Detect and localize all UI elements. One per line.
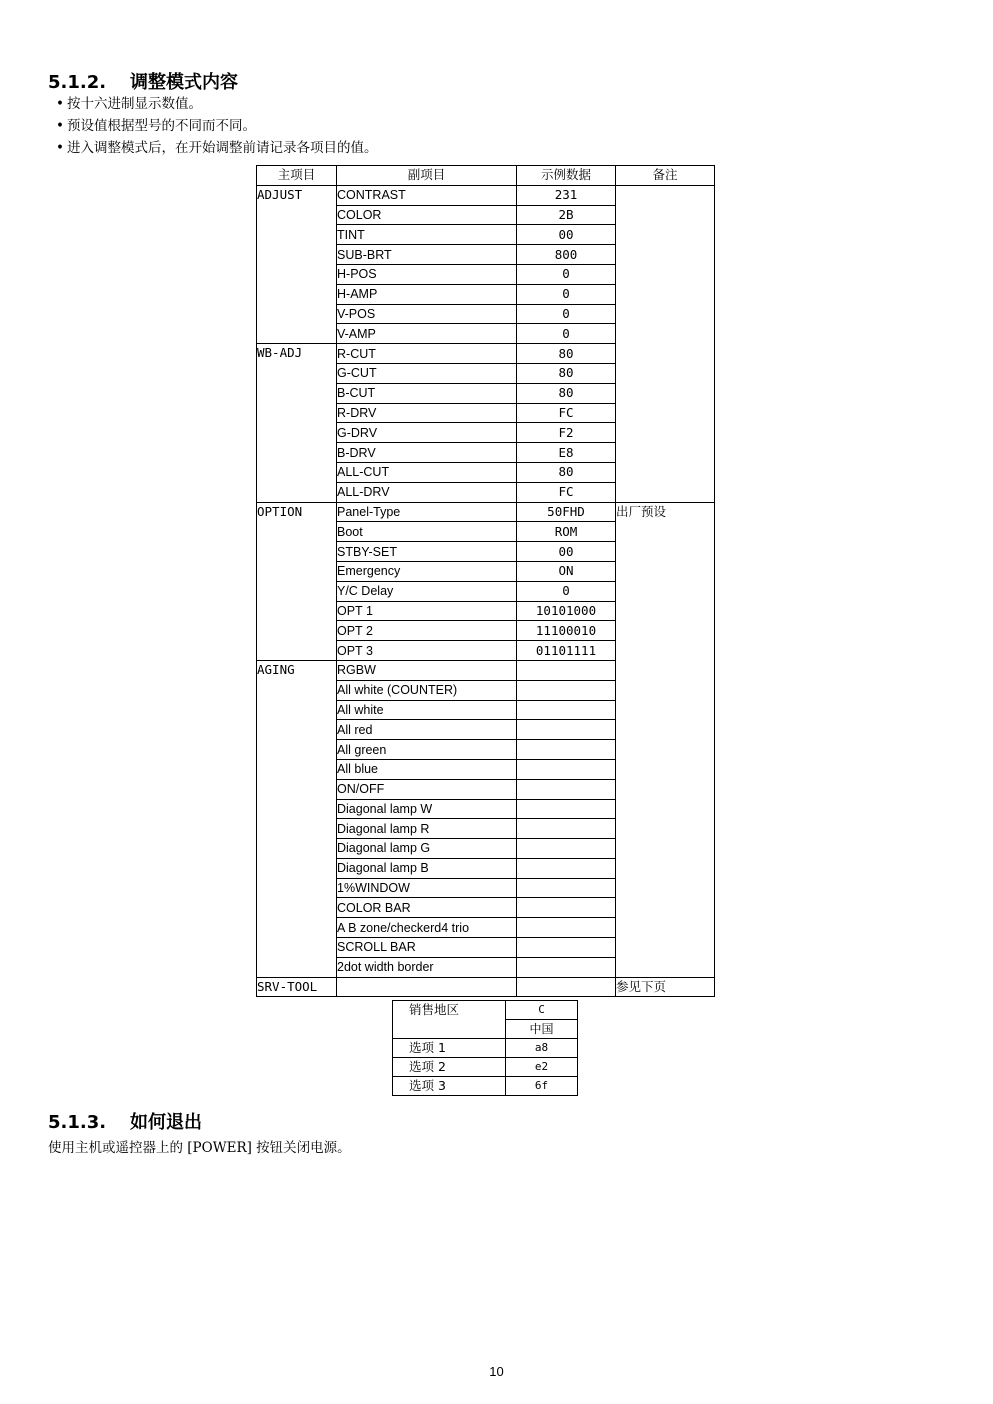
- sub-item-cell: Y/C Delay: [337, 581, 517, 601]
- sample-data-cell: 50FHD: [517, 502, 616, 522]
- sample-data-cell: [517, 700, 616, 720]
- sales-region-table: [392, 1000, 578, 1096]
- sub-item-cell: B-CUT: [337, 383, 517, 403]
- table-header-row: [257, 166, 715, 186]
- sub-item-cell: SCROLL BAR: [337, 938, 517, 958]
- sample-data-cell: 11100010: [517, 621, 616, 641]
- sample-data-cell: [517, 759, 616, 779]
- sub-item-cell: A B zone/checkerd4 trio: [337, 918, 517, 938]
- sub-item-cell: Boot: [337, 522, 517, 542]
- exit-instructions: 使用主机或遥控器上的 [POWER] 按钮关闭电源。: [48, 1140, 351, 1156]
- option-label: 选项 1: [393, 1039, 506, 1058]
- sub-item-cell: Diagonal lamp B: [337, 858, 517, 878]
- main-item-cell: WB-ADJ: [257, 344, 337, 502]
- sub-item-cell: SUB-BRT: [337, 245, 517, 265]
- sub-item-cell: All green: [337, 740, 517, 760]
- sample-data-cell: [517, 977, 616, 997]
- sample-data-cell: [517, 680, 616, 700]
- sub-item-cell: All blue: [337, 759, 517, 779]
- option-value: 6f: [506, 1077, 578, 1096]
- sub-item-cell: [337, 977, 517, 997]
- sub-item-cell: H-POS: [337, 264, 517, 284]
- sample-data-cell: [517, 918, 616, 938]
- header-remarks: 备注: [616, 166, 715, 186]
- sub-item-cell: OPT 2: [337, 621, 517, 641]
- remarks-see-next-page: 参见下页: [616, 977, 715, 997]
- sub-item-cell: H-AMP: [337, 284, 517, 304]
- sample-data-cell: [517, 720, 616, 740]
- sample-data-cell: 00: [517, 225, 616, 245]
- table-row: [393, 1001, 578, 1020]
- bullet-list: [56, 93, 378, 159]
- sample-data-cell: 800: [517, 245, 616, 265]
- sample-data-cell: 01101111: [517, 641, 616, 661]
- remarks-cell: [616, 185, 715, 502]
- sub-item-cell: ALL-DRV: [337, 482, 517, 502]
- adjustment-table: [256, 165, 715, 997]
- main-item-cell: OPTION: [257, 502, 337, 660]
- table-row: [257, 502, 715, 522]
- remarks-factory-preset: 出厂预设: [616, 502, 715, 977]
- sample-data-cell: [517, 957, 616, 977]
- region-code: C: [506, 1001, 578, 1020]
- sample-data-cell: 0: [517, 324, 616, 344]
- sample-data-cell: F2: [517, 423, 616, 443]
- region-name: 中国: [506, 1020, 578, 1039]
- section-heading-5-1-3: [48, 1108, 202, 1134]
- sub-item-cell: COLOR BAR: [337, 898, 517, 918]
- sample-data-cell: ROM: [517, 522, 616, 542]
- sub-item-cell: R-CUT: [337, 344, 517, 364]
- bullet-item: • 按十六进制显示数值。: [56, 93, 378, 115]
- sub-item-cell: Diagonal lamp R: [337, 819, 517, 839]
- sub-item-cell: 1%WINDOW: [337, 878, 517, 898]
- sample-data-cell: 80: [517, 383, 616, 403]
- header-sample-data: 示例数据: [517, 166, 616, 186]
- sample-data-cell: E8: [517, 443, 616, 463]
- sub-item-cell: All white (COUNTER): [337, 680, 517, 700]
- sub-item-cell: All white: [337, 700, 517, 720]
- option-label: 选项 2: [393, 1058, 506, 1077]
- sub-item-cell: V-POS: [337, 304, 517, 324]
- sample-data-cell: FC: [517, 482, 616, 502]
- section-heading-5-1-2: [48, 68, 238, 94]
- bullet-item: • 预设值根据型号的不同而不同。: [56, 115, 378, 137]
- sub-item-cell: All red: [337, 720, 517, 740]
- sample-data-cell: [517, 740, 616, 760]
- sub-item-cell: TINT: [337, 225, 517, 245]
- sample-data-cell: [517, 660, 616, 680]
- sub-item-cell: B-DRV: [337, 443, 517, 463]
- sub-item-cell: Diagonal lamp W: [337, 799, 517, 819]
- header-sub-item: 副项目: [337, 166, 517, 186]
- section-title: 如何退出: [130, 1112, 202, 1133]
- sample-data-cell: [517, 839, 616, 859]
- sample-data-cell: 231: [517, 185, 616, 205]
- table-row: [257, 185, 715, 205]
- sample-data-cell: 00: [517, 542, 616, 562]
- sample-data-cell: 2B: [517, 205, 616, 225]
- main-item-cell: AGING: [257, 660, 337, 977]
- sub-item-cell: ON/OFF: [337, 779, 517, 799]
- sample-data-cell: 80: [517, 363, 616, 383]
- sample-data-cell: [517, 779, 616, 799]
- sample-data-cell: [517, 898, 616, 918]
- sub-item-cell: OPT 3: [337, 641, 517, 661]
- page-number: 10: [489, 1364, 504, 1379]
- sub-item-cell: OPT 1: [337, 601, 517, 621]
- sub-item-cell: R-DRV: [337, 403, 517, 423]
- sub-item-cell: STBY-SET: [337, 542, 517, 562]
- sub-item-cell: G-DRV: [337, 423, 517, 443]
- option-value: e2: [506, 1058, 578, 1077]
- sample-data-cell: [517, 878, 616, 898]
- table-row: [393, 1077, 578, 1096]
- bullet-item: • 进入调整模式后，在开始调整前请记录各项目的值。: [56, 137, 378, 159]
- sub-item-cell: V-AMP: [337, 324, 517, 344]
- section-title: 调整模式内容: [130, 72, 238, 93]
- sample-data-cell: 80: [517, 462, 616, 482]
- sub-item-cell: CONTRAST: [337, 185, 517, 205]
- option-label: 选项 3: [393, 1077, 506, 1096]
- sub-item-cell: Diagonal lamp G: [337, 839, 517, 859]
- table-row: [393, 1058, 578, 1077]
- table-row: [257, 977, 715, 997]
- sub-item-cell: COLOR: [337, 205, 517, 225]
- sample-data-cell: 80: [517, 344, 616, 364]
- table-row: [393, 1039, 578, 1058]
- main-item-cell: ADJUST: [257, 185, 337, 343]
- option-value: a8: [506, 1039, 578, 1058]
- sub-item-cell: G-CUT: [337, 363, 517, 383]
- sample-data-cell: [517, 938, 616, 958]
- sample-data-cell: ON: [517, 561, 616, 581]
- sample-data-cell: 0: [517, 264, 616, 284]
- sub-item-cell: 2dot width border: [337, 957, 517, 977]
- sample-data-cell: 10101000: [517, 601, 616, 621]
- sample-data-cell: [517, 799, 616, 819]
- sub-item-cell: RGBW: [337, 660, 517, 680]
- main-item-cell: SRV-TOOL: [257, 977, 337, 997]
- sample-data-cell: FC: [517, 403, 616, 423]
- section-number: 5.1.3.: [48, 1112, 107, 1133]
- sample-data-cell: [517, 819, 616, 839]
- sample-data-cell: [517, 858, 616, 878]
- sample-data-cell: 0: [517, 581, 616, 601]
- sub-item-cell: Emergency: [337, 561, 517, 581]
- sample-data-cell: 0: [517, 304, 616, 324]
- sub-item-cell: Panel-Type: [337, 502, 517, 522]
- header-main-item: 主项目: [257, 166, 337, 186]
- sales-region-label: 销售地区: [393, 1001, 506, 1039]
- sample-data-cell: 0: [517, 284, 616, 304]
- sub-item-cell: ALL-CUT: [337, 462, 517, 482]
- section-number: 5.1.2.: [48, 72, 107, 93]
